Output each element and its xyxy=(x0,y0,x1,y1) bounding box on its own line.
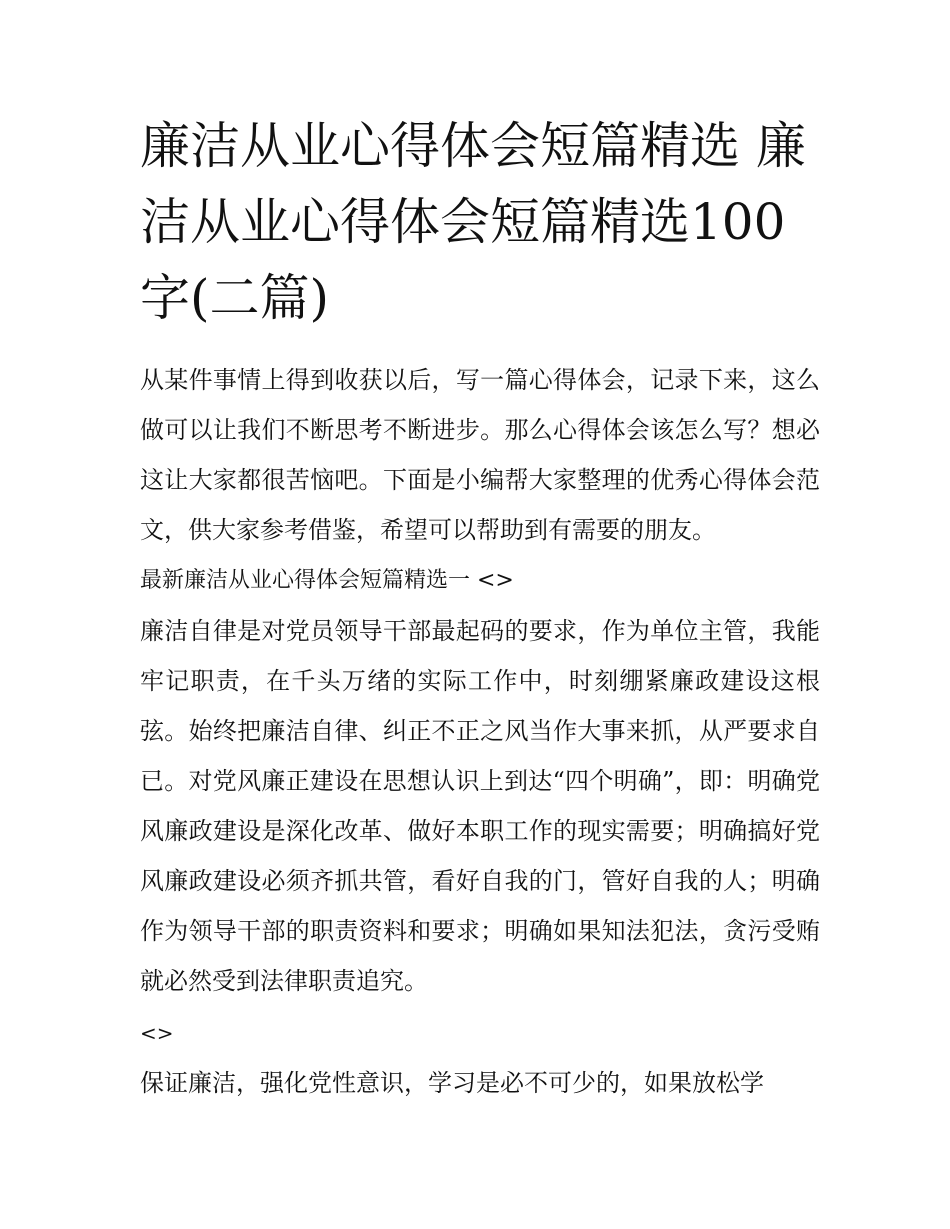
section-separator: <> xyxy=(140,1021,174,1045)
section-body-paragraph-2: 保证廉洁，强化党性意识，学习是必不可少的，如果放松学 xyxy=(140,1069,764,1097)
document-title: 廉洁从业心得体会短篇精选 廉洁从业心得体会短篇精选100字(二篇) xyxy=(140,117,806,327)
section-body-paragraph: 廉洁自律是对党员领导干部最起码的要求，作为单位主管，我能牢记职责，在千头万绪的实际工作中，时刻绷紧廉政建设这根弦。始终把廉洁自律、纠正不正之风当作大事来抓，从严要求自已。对党风廉正建设在思想认识上到达“四个明确”，即：明确党风廉政建设是深化改革、做好本职工作的现实需要；明确搞好党风廉政建设必须齐抓共管，看好自我的门，管好自我的人；明确作为领导干部的职责资料和要求；明确如果知法犯法，贪污受贿就必然受到法律职责追究。 xyxy=(140,617,820,995)
section-heading: 最新廉洁从业心得体会短篇精选一 <> xyxy=(140,568,514,593)
intro-paragraph: 从某件事情上得到收获以后，写一篇心得体会，记录下来，这么做可以让我们不断思考不断进步。那么心得体会该怎么写？想必这让大家都很苦恼吧。下面是小编帮大家整理的优秀心得体会范文，供大家参考借鉴，希望可以帮助到有需要的朋友。 xyxy=(140,366,820,544)
